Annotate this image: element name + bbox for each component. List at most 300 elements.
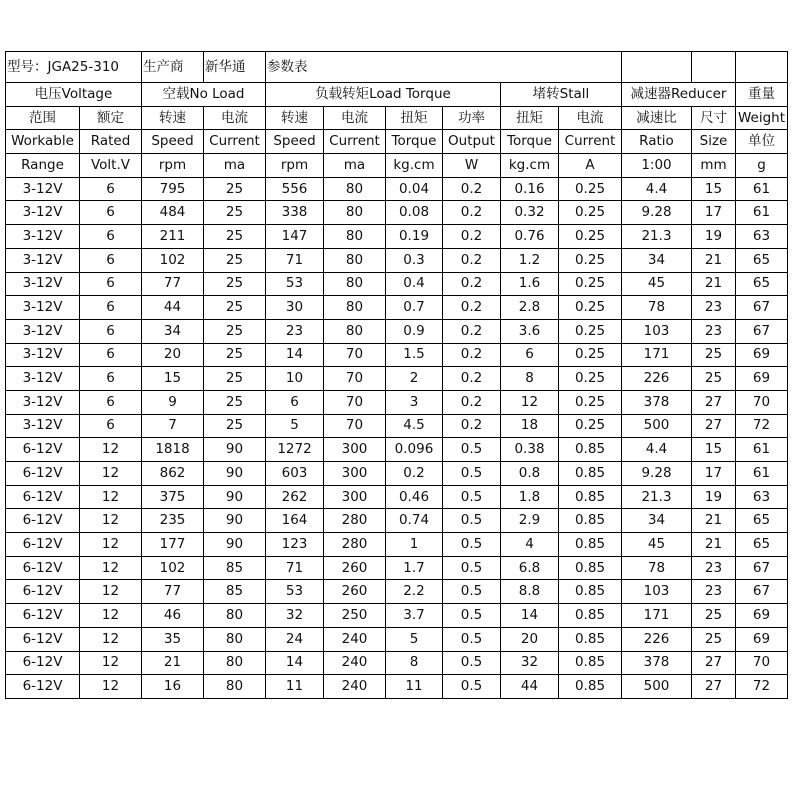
- table-cell: 0.85: [559, 509, 622, 533]
- table-cell: 3-12V: [6, 414, 80, 438]
- header-cell: kg.cm: [386, 154, 443, 178]
- table-cell: 80: [324, 248, 386, 272]
- table-cell: 280: [324, 509, 386, 533]
- table-cell: 69: [736, 367, 788, 391]
- table-cell: 70: [736, 651, 788, 675]
- table-cell: 0.85: [559, 462, 622, 486]
- table-cell: 63: [736, 485, 788, 509]
- table-cell: 1818: [142, 438, 204, 462]
- table-cell: 12: [80, 485, 142, 509]
- table-cell: 226: [622, 627, 692, 651]
- table-cell: 147: [266, 225, 324, 249]
- table-cell: 300: [324, 462, 386, 486]
- table-title: 参数表: [266, 52, 622, 83]
- table-cell: 6: [80, 319, 142, 343]
- table-cell: 6: [80, 367, 142, 391]
- table-cell: 103: [622, 580, 692, 604]
- table-cell: 90: [204, 438, 266, 462]
- table-row: [6, 651, 788, 675]
- table-cell: 65: [736, 509, 788, 533]
- table-cell: 12: [80, 509, 142, 533]
- table-cell: 70: [324, 414, 386, 438]
- header-cell: kg.cm: [501, 154, 559, 178]
- table-cell: 25: [204, 319, 266, 343]
- table-cell: 90: [204, 485, 266, 509]
- group-stall: 堵转Stall: [501, 83, 622, 107]
- table-cell: 61: [736, 438, 788, 462]
- table-cell: 70: [324, 367, 386, 391]
- table-cell: 0.25: [559, 272, 622, 296]
- table-cell: 25: [692, 627, 736, 651]
- table-cell: 164: [266, 509, 324, 533]
- table-row: [6, 343, 788, 367]
- table-cell: 12: [80, 675, 142, 699]
- header-cell: 额定: [80, 106, 142, 130]
- table-cell: 12: [80, 462, 142, 486]
- table-cell: 0.85: [559, 675, 622, 699]
- table-cell: 27: [692, 651, 736, 675]
- header-cell: 扭矩: [386, 106, 443, 130]
- table-cell: 0.5: [443, 462, 501, 486]
- table-cell: 85: [204, 556, 266, 580]
- table-cell: 240: [324, 675, 386, 699]
- table-cell: 240: [324, 627, 386, 651]
- header-cell: 减速比: [622, 106, 692, 130]
- header-cell: 转速: [266, 106, 324, 130]
- table-cell: 3.7: [386, 604, 443, 628]
- table-cell: 25: [204, 225, 266, 249]
- table-cell: 6: [80, 248, 142, 272]
- table-cell: 6.8: [501, 556, 559, 580]
- table-cell: 35: [142, 627, 204, 651]
- table-row: [6, 177, 788, 201]
- group-reducer: 减速器Reducer: [622, 83, 736, 107]
- table-cell: 0.25: [559, 319, 622, 343]
- table-cell: 0.4: [386, 272, 443, 296]
- table-cell: 67: [736, 319, 788, 343]
- table-cell: 6-12V: [6, 627, 80, 651]
- table-cell: 61: [736, 462, 788, 486]
- table-cell: 5: [266, 414, 324, 438]
- header-cell: 转速: [142, 106, 204, 130]
- table-cell: 0.04: [386, 177, 443, 201]
- table-cell: 70: [736, 390, 788, 414]
- table-cell: 6: [80, 296, 142, 320]
- table-cell: 12: [80, 533, 142, 557]
- group-no-load: 空载No Load: [142, 83, 266, 107]
- table-row: [6, 556, 788, 580]
- table-cell: 603: [266, 462, 324, 486]
- table-cell: 25: [692, 367, 736, 391]
- table-cell: 90: [204, 533, 266, 557]
- header-cell: 电流: [559, 106, 622, 130]
- table-row: [6, 604, 788, 628]
- table-cell: 6-12V: [6, 438, 80, 462]
- maker-value: 新华通: [204, 52, 266, 83]
- table-cell: 3-12V: [6, 248, 80, 272]
- table-cell: 67: [736, 556, 788, 580]
- table-cell: 3-12V: [6, 367, 80, 391]
- table-cell: 3-12V: [6, 390, 80, 414]
- table-cell: 6: [80, 390, 142, 414]
- table-cell: 44: [501, 675, 559, 699]
- table-cell: 0.2: [386, 462, 443, 486]
- table-cell: 103: [622, 319, 692, 343]
- table-cell: 0.25: [559, 367, 622, 391]
- table-cell: 0.85: [559, 533, 622, 557]
- table-cell: 0.25: [559, 296, 622, 320]
- table-row: [6, 485, 788, 509]
- table-cell: 11: [386, 675, 443, 699]
- header-cell: Rated: [80, 130, 142, 154]
- table-cell: 0.25: [559, 343, 622, 367]
- table-cell: 63: [736, 225, 788, 249]
- table-cell: 80: [324, 225, 386, 249]
- table-cell: 300: [324, 485, 386, 509]
- table-cell: 21: [142, 651, 204, 675]
- table-cell: 20: [501, 627, 559, 651]
- table-row: [6, 390, 788, 414]
- table-cell: 3-12V: [6, 201, 80, 225]
- table-cell: 0.5: [443, 675, 501, 699]
- table-cell: 2: [386, 367, 443, 391]
- table-cell: 12: [80, 580, 142, 604]
- table-cell: 500: [622, 675, 692, 699]
- table-cell: 25: [692, 343, 736, 367]
- table-cell: 27: [692, 675, 736, 699]
- table-cell: 0.2: [443, 177, 501, 201]
- table-cell: 6-12V: [6, 462, 80, 486]
- table-cell: 0.25: [559, 390, 622, 414]
- table-cell: 25: [204, 177, 266, 201]
- table-cell: 260: [324, 580, 386, 604]
- table-cell: 17: [692, 201, 736, 225]
- table-cell: 0.9: [386, 319, 443, 343]
- header-cell: Current: [204, 130, 266, 154]
- table-cell: 32: [501, 651, 559, 675]
- table-cell: 6: [266, 390, 324, 414]
- motor-spec-table: [5, 51, 788, 699]
- table-cell: 1.5: [386, 343, 443, 367]
- table-cell: 34: [622, 248, 692, 272]
- table-cell: 45: [622, 272, 692, 296]
- table-row: [6, 580, 788, 604]
- table-cell: 1.7: [386, 556, 443, 580]
- table-cell: 3.6: [501, 319, 559, 343]
- table-cell: 25: [204, 248, 266, 272]
- header-cell: mm: [692, 154, 736, 178]
- table-cell: 6: [80, 177, 142, 201]
- table-cell: 0.25: [559, 414, 622, 438]
- table-cell: 77: [142, 272, 204, 296]
- table-cell: 12: [80, 604, 142, 628]
- table-row: [6, 627, 788, 651]
- table-cell: 6-12V: [6, 485, 80, 509]
- table-cell: 0.3: [386, 248, 443, 272]
- table-cell: 69: [736, 343, 788, 367]
- header-cell: rpm: [266, 154, 324, 178]
- table-cell: 0.85: [559, 556, 622, 580]
- blank-cell: [692, 52, 736, 83]
- table-cell: 211: [142, 225, 204, 249]
- table-row: [6, 201, 788, 225]
- table-cell: 0.2: [443, 367, 501, 391]
- table-cell: 25: [204, 343, 266, 367]
- table-cell: 32: [266, 604, 324, 628]
- table-cell: 102: [142, 556, 204, 580]
- table-cell: 0.32: [501, 201, 559, 225]
- table-cell: 23: [692, 296, 736, 320]
- table-cell: 21.3: [622, 485, 692, 509]
- table-cell: 61: [736, 177, 788, 201]
- table-cell: 69: [736, 627, 788, 651]
- table-cell: 72: [736, 675, 788, 699]
- header-cell: Speed: [142, 130, 204, 154]
- header-cell: 电流: [204, 106, 266, 130]
- header-cell: 1:00: [622, 154, 692, 178]
- table-cell: 375: [142, 485, 204, 509]
- table-cell: 1272: [266, 438, 324, 462]
- table-row: [6, 225, 788, 249]
- table-cell: 90: [204, 509, 266, 533]
- table-cell: 21: [692, 533, 736, 557]
- table-cell: 0.25: [559, 201, 622, 225]
- group-row: [6, 83, 788, 107]
- table-cell: 65: [736, 533, 788, 557]
- table-cell: 6-12V: [6, 509, 80, 533]
- table-cell: 171: [622, 343, 692, 367]
- table-cell: 71: [266, 248, 324, 272]
- header-cell: 功率: [443, 106, 501, 130]
- table-cell: 72: [736, 414, 788, 438]
- table-cell: 0.5: [443, 438, 501, 462]
- table-cell: 6-12V: [6, 556, 80, 580]
- table-cell: 2.2: [386, 580, 443, 604]
- table-row: [6, 414, 788, 438]
- table-cell: 6-12V: [6, 675, 80, 699]
- table-cell: 171: [622, 604, 692, 628]
- table-cell: 71: [266, 556, 324, 580]
- table-cell: 0.2: [443, 201, 501, 225]
- header-cell: Workable: [6, 130, 80, 154]
- table-cell: 5: [386, 627, 443, 651]
- table-cell: 1.2: [501, 248, 559, 272]
- header-cell: Ratio: [622, 130, 692, 154]
- table-cell: 3-12V: [6, 272, 80, 296]
- table-cell: 0.46: [386, 485, 443, 509]
- group-load-torque: 负载转矩Load Torque: [266, 83, 501, 107]
- table-cell: 0.7: [386, 296, 443, 320]
- table-cell: 65: [736, 272, 788, 296]
- table-row: [6, 367, 788, 391]
- table-cell: 0.5: [443, 533, 501, 557]
- table-cell: 53: [266, 272, 324, 296]
- table-cell: 12: [80, 556, 142, 580]
- table-cell: 16: [142, 675, 204, 699]
- header-cell: Output: [443, 130, 501, 154]
- table-cell: 262: [266, 485, 324, 509]
- table-cell: 70: [324, 390, 386, 414]
- header-cell: Speed: [266, 130, 324, 154]
- data-body: [6, 177, 788, 698]
- table-cell: 20: [142, 343, 204, 367]
- table-cell: 0.2: [443, 296, 501, 320]
- header-cell: Range: [6, 154, 80, 178]
- table-cell: 280: [324, 533, 386, 557]
- table-cell: 90: [204, 462, 266, 486]
- table-row: [6, 462, 788, 486]
- table-cell: 85: [204, 580, 266, 604]
- model-label: 型号：JGA25-310: [6, 52, 142, 83]
- table-cell: 12: [80, 651, 142, 675]
- table-cell: 0.74: [386, 509, 443, 533]
- table-cell: 0.2: [443, 272, 501, 296]
- table-cell: 23: [692, 580, 736, 604]
- table-cell: 14: [501, 604, 559, 628]
- table-cell: 0.5: [443, 485, 501, 509]
- table-row: [6, 533, 788, 557]
- table-cell: 3-12V: [6, 319, 80, 343]
- table-cell: 9: [142, 390, 204, 414]
- table-cell: 78: [622, 556, 692, 580]
- table-cell: 27: [692, 390, 736, 414]
- table-cell: 14: [266, 651, 324, 675]
- table-cell: 1: [386, 533, 443, 557]
- table-cell: 6-12V: [6, 651, 80, 675]
- table-cell: 61: [736, 201, 788, 225]
- table-cell: 250: [324, 604, 386, 628]
- table-cell: 0.85: [559, 485, 622, 509]
- table-cell: 9.28: [622, 462, 692, 486]
- header-cell: 尺寸: [692, 106, 736, 130]
- table-cell: 235: [142, 509, 204, 533]
- table-row: [6, 509, 788, 533]
- table-cell: 23: [692, 556, 736, 580]
- table-cell: 8.8: [501, 580, 559, 604]
- table-cell: 23: [266, 319, 324, 343]
- header-cell: 单位: [736, 130, 788, 154]
- table-cell: 500: [622, 414, 692, 438]
- header-cell: 扭矩: [501, 106, 559, 130]
- table-row: [6, 296, 788, 320]
- table-cell: 67: [736, 580, 788, 604]
- table-cell: 300: [324, 438, 386, 462]
- table-cell: 80: [324, 201, 386, 225]
- table-cell: 2.9: [501, 509, 559, 533]
- table-cell: 19: [692, 225, 736, 249]
- table-cell: 0.85: [559, 627, 622, 651]
- table-cell: 0.5: [443, 556, 501, 580]
- table-cell: 18: [501, 414, 559, 438]
- table-cell: 0.2: [443, 343, 501, 367]
- table-cell: 21: [692, 509, 736, 533]
- table-cell: 378: [622, 651, 692, 675]
- table-cell: 7: [142, 414, 204, 438]
- table-cell: 0.85: [559, 651, 622, 675]
- table-cell: 45: [622, 533, 692, 557]
- table-cell: 80: [204, 627, 266, 651]
- table-cell: 260: [324, 556, 386, 580]
- table-cell: 6-12V: [6, 580, 80, 604]
- table-row: [6, 319, 788, 343]
- table-cell: 19: [692, 485, 736, 509]
- table-cell: 25: [204, 367, 266, 391]
- table-cell: 556: [266, 177, 324, 201]
- table-cell: 80: [324, 177, 386, 201]
- group-voltage: 电压Voltage: [6, 83, 142, 107]
- table-row: [6, 438, 788, 462]
- table-cell: 25: [204, 296, 266, 320]
- table-cell: 6-12V: [6, 533, 80, 557]
- table-cell: 0.38: [501, 438, 559, 462]
- table-cell: 0.2: [443, 414, 501, 438]
- table-cell: 0.5: [443, 651, 501, 675]
- header-cell: ma: [204, 154, 266, 178]
- table-cell: 27: [692, 414, 736, 438]
- table-cell: 240: [324, 651, 386, 675]
- table-row: [6, 272, 788, 296]
- table-cell: 3: [386, 390, 443, 414]
- header-cell: Torque: [501, 130, 559, 154]
- table-cell: 0.8: [501, 462, 559, 486]
- header-row-cn: [6, 106, 788, 130]
- table-cell: 15: [142, 367, 204, 391]
- table-cell: 0.16: [501, 177, 559, 201]
- table-cell: 177: [142, 533, 204, 557]
- header-cell: 电流: [324, 106, 386, 130]
- table-cell: 102: [142, 248, 204, 272]
- table-cell: 15: [692, 438, 736, 462]
- table-cell: 3-12V: [6, 225, 80, 249]
- table-cell: 1.6: [501, 272, 559, 296]
- header-cell: W: [443, 154, 501, 178]
- table-cell: 21: [692, 248, 736, 272]
- table-cell: 3-12V: [6, 343, 80, 367]
- table-cell: 4.5: [386, 414, 443, 438]
- table-cell: 44: [142, 296, 204, 320]
- table-cell: 6: [80, 201, 142, 225]
- table-cell: 862: [142, 462, 204, 486]
- header-cell: 范围: [6, 106, 80, 130]
- table-cell: 6: [80, 343, 142, 367]
- table-cell: 80: [204, 604, 266, 628]
- table-cell: 9.28: [622, 201, 692, 225]
- table-cell: 0.5: [443, 580, 501, 604]
- header-cell: Volt.V: [80, 154, 142, 178]
- table-cell: 25: [692, 604, 736, 628]
- blank-cell: [736, 52, 788, 83]
- table-cell: 78: [622, 296, 692, 320]
- table-cell: 25: [204, 414, 266, 438]
- table-cell: 8: [501, 367, 559, 391]
- table-cell: 0.08: [386, 201, 443, 225]
- table-cell: 25: [204, 390, 266, 414]
- table-cell: 8: [386, 651, 443, 675]
- table-cell: 0.2: [443, 319, 501, 343]
- header-cell: g: [736, 154, 788, 178]
- table-cell: 0.85: [559, 438, 622, 462]
- table-cell: 0.5: [443, 509, 501, 533]
- table-cell: 30: [266, 296, 324, 320]
- table-cell: 65: [736, 248, 788, 272]
- table-cell: 77: [142, 580, 204, 604]
- table-cell: 80: [324, 272, 386, 296]
- table-cell: 0.85: [559, 604, 622, 628]
- header-cell: ma: [324, 154, 386, 178]
- table-cell: 14: [266, 343, 324, 367]
- header-cell: Current: [324, 130, 386, 154]
- group-weight: 重量: [736, 83, 788, 107]
